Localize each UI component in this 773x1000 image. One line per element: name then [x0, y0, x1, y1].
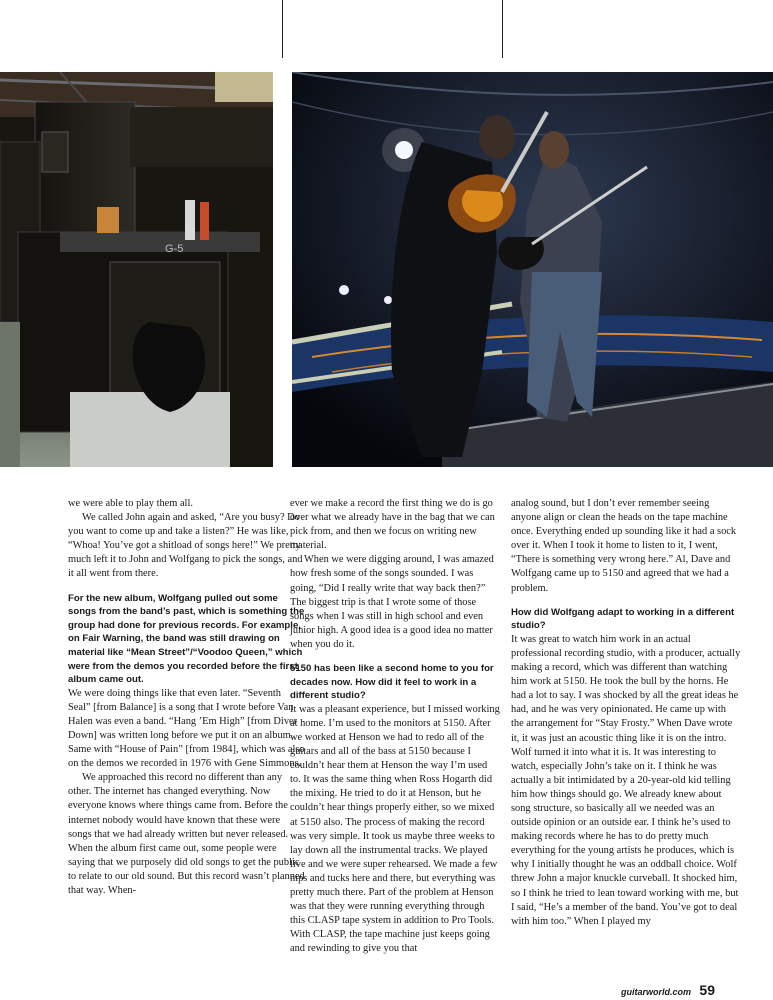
- body-paragraph: We called John again and asked, “Are you busy? Do you want to come up and take a listen?” He was like, “Whoa! You’ve got a shitload of songs here!” We pretty much left it to John and Wolfgang to pick the songs, and it all went from there.: [68, 512, 303, 580]
- column-2: [290, 497, 500, 957]
- body-paragraph: ever we make a record the first thing we do is go over what we already have in the bag that we can pick from, and then we focus on writing new material.: [290, 498, 495, 552]
- interview-question: For the new album, Wolfgang pulled out some songs from the band’s past, which is something the group had done for previous records. For example, on Fair Warning, the band was still drawing on material like “Mean Street”/“Voodoo Queen,” which were from the demos you recorded before the first album came out.: [68, 592, 305, 686]
- photo-backstage-cases: [0, 72, 273, 467]
- body-paragraph: We were doing things like that even later. “Seventh Seal” [from Balance] is a song that I wrote before Van Halen was even a band. “Hang ’Em High” [from Diver Down] was written long before we put it on an album. Same with “House of Pain” [from 1984], which was also on the demos we recorded in 1976 with Gene Simmons.: [68, 687, 305, 770]
- column-rule-right: [502, 0, 503, 58]
- body-paragraph: analog sound, but I don’t ever remember seeing anyone align or clean the heads on the tape machine once. Everything ended up sounding like it had a sock over it. When I took it home to listen to it, I went, “There is something very wrong here.” Al, Dave and Wolfgang came up to 5150 and agreed that we had a problem.: [511, 498, 737, 594]
- body-paragraph: We approached this record no different than any other. The internet has changed everything. Now everyone knows where things came from. Before the internet nobody would have known that these were songs that we had already written but never released. When the album first came out, some people were saying that we purposely did old songs to get the public to relate to our old sound. But this record wasn’t planned that way. When-: [68, 772, 305, 897]
- column-1: [68, 497, 306, 898]
- page-number: 59: [699, 982, 715, 998]
- photo-guitarists-on-stage: [292, 72, 773, 467]
- column-rule-left: [282, 0, 283, 58]
- page-folio: [621, 982, 715, 1000]
- body-paragraph: It was great to watch him work in an actual professional recording studio, with a producer, actually making a record, which was different than watching him work at 5150. He took the bull by the horns. He had a lot to say. I was shocked by all the great ideas he had, and he was very opinionated. He came up with the arrangement for “Stay Frosty.” When Dave wrote it, it was just an acoustic thing like it is on the intro. Wolf turned it into what it is. It was interesting to watch, especially John’s take on it. I think he was actually a bit intimidated by a 20-year-old kid telling him how things should go. We already knew about song structure, so basically all we needed was an outside opinion or an outside ear. I think he’s used to making records where he has to do pretty much everything for the young artists he produces, which is why I initially thought he was an oddball choice. Wolf threw John a major knuckle curveball. It shocked him, so I think he tried to lean toward working with me, but I said, “He’s a member of the band. You’ve got to deal with him too.” When I played my: [511, 633, 741, 927]
- interview-question: 5150 has been like a second home to you for decades now. How did it feel to work in a different studio?: [290, 663, 494, 702]
- interview-question: How did Wolfgang adapt to working in a different studio?: [511, 606, 735, 632]
- footer-site: guitarworld.com: [620, 987, 691, 997]
- case-stencil-g5: G-5: [165, 243, 184, 255]
- body-paragraph: When we were digging around, I was amazed how fresh some of the songs sounded. I was going, “Did I really write that way back then?” The biggest trip is that I wrote some of those songs when I was still in high school and even junior high. A good idea is a good idea no matter when you do it.: [290, 554, 494, 650]
- body-paragraph: we were able to play them all.: [68, 498, 193, 509]
- body-paragraph: It was a pleasant experience, but I missed working at home. I’m used to the monitors at 5150. After we worked at Henson we had to redo all of the guitars and all of the bass at 5150 because I couldn’t hear them at Henson the way I’m used to. It was the same thing when Ross Hogarth did the mixing. He tried to do it at Henson, but he couldn’t hear things properly either, so we mixed at 5150 also. The process of making the record was very simple. It took us maybe three weeks to lay down all the instrumental tracks. We played live and we were super rehearsed. We made a few nips and tucks here and there, but everything was pretty much there. Part of the problem at Henson was that they were running everything through this CLASP tape system in addition to Pro Tools. With CLASP, the tape machine just keeps going and rewinding to give you that: [290, 703, 500, 955]
- column-3: [511, 497, 741, 929]
